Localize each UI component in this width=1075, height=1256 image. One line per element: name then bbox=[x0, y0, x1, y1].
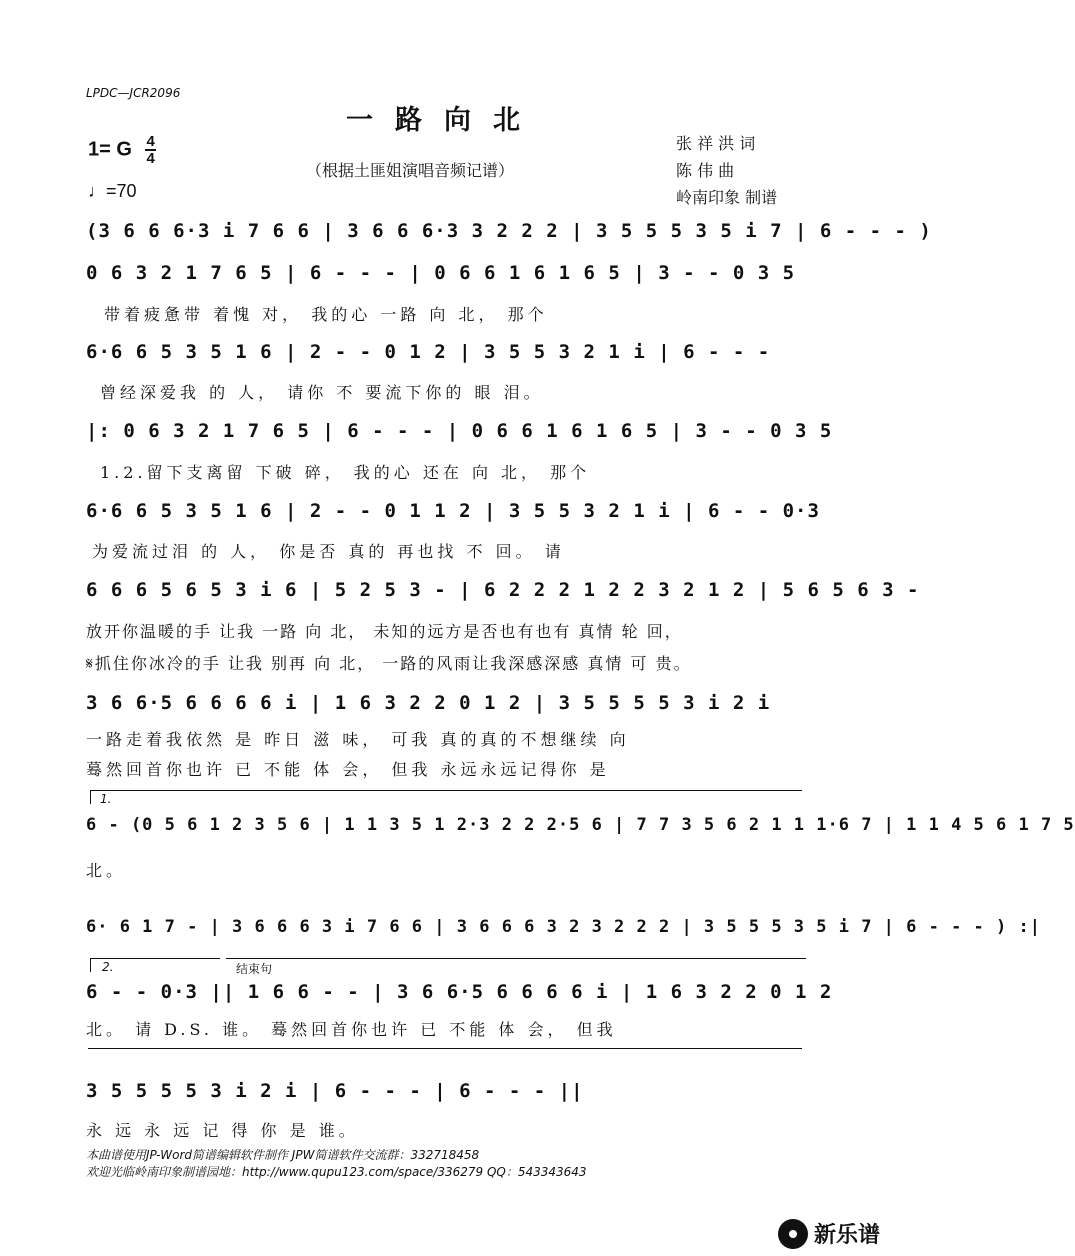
composer-credit: 陈 伟 曲 bbox=[676, 161, 735, 180]
song-title: 一路向北 bbox=[346, 105, 542, 136]
lyric-row-1: 带着疲惫带 着愧 对， 我的心 一路 向 北， 那个 bbox=[104, 305, 548, 324]
record-disc-icon bbox=[778, 1219, 808, 1249]
section-divider bbox=[88, 1048, 802, 1049]
score-row-10: 3 5 5 5 5 3 i 2 i | 6 - - - | 6 - - - || bbox=[86, 1080, 584, 1102]
volta-2-label: 2. bbox=[102, 960, 114, 974]
arranger-credit: 岭南印象 制谱 bbox=[676, 188, 778, 207]
score-row-6: 3 6 6·5 6 6 6 6 i | 1 6 3 2 2 0 1 2 | 3 5 5 5 5 3 i 2 i bbox=[86, 692, 771, 714]
volta-1-label: 1. bbox=[100, 792, 112, 806]
score-row-5: 6 6 6 5 6 5 3 i 6 | 5 2 5 3 - | 6 2 2 2 1 2 2 3 2 1 2 | 5 6 5 6 3 - bbox=[86, 579, 920, 601]
lyric-row-10: 永 远 永 远 记 得 你 是 谁。 bbox=[86, 1121, 359, 1140]
volta-bracket-1 bbox=[90, 790, 802, 791]
lyric-row-5a: 放开你温暖的手 让我 一路 向 北， 未知的远方是否也有也有 真情 轮 回， bbox=[86, 622, 683, 641]
lyric-row-5b: 𝄋抓住你冰冷的手 让我 别再 向 北， 一路的风雨让我深感深感 真情 可 贵。 bbox=[86, 654, 692, 673]
key-label: 1= G bbox=[88, 138, 132, 161]
logo-text: 新乐谱 bbox=[813, 1223, 880, 1248]
coda-label: 结束句 bbox=[236, 962, 273, 976]
lyric-row-6b: 蓦然回首你也许 已 不能 体 会， 但我 永远永远记得你 是 bbox=[86, 760, 610, 779]
time-signature bbox=[145, 134, 155, 166]
score-code: LPDC—JCR2096 bbox=[86, 86, 181, 100]
subtitle: （根据土匪姐演唱音频记谱） bbox=[306, 161, 515, 180]
score-row-3: |: 0 6 3 2 1 7 6 5 | 6 - - - | 0 6 6 1 6 1 6 5 | 3 - - 0 3 5 bbox=[86, 420, 833, 442]
credits bbox=[676, 130, 777, 211]
tempo-marking: ♩=70 bbox=[88, 181, 137, 201]
volta-bracket-1-edge bbox=[90, 790, 91, 804]
lyric-row-6a: 一路走着我依然 是 昨日 滋 味， 可我 真的真的不想继续 向 bbox=[86, 730, 630, 749]
score-row-8: 6· 6 1 7 - | 3 6 6 6 3 i 7 6 6 | 3 6 6 6 3 2 3 2 2 2 | 3 5 5 5 3 5 i 7 | 6 - - - ) :| bbox=[86, 917, 1041, 937]
site-logo bbox=[778, 1218, 880, 1249]
score-row-2: 6·6 6 5 3 5 1 6 | 2 - - 0 1 2 | 3 5 5 3 2 1 i | 6 - - - bbox=[86, 341, 771, 363]
footer-line-2: 欢迎光临岭南印象制谱园地：http://www.qupu123.com/space/336279 QQ：543343643 bbox=[86, 1165, 587, 1179]
score-row-intro: (3 6 6 6·3 i 7 6 6 | 3 6 6 6·3 3 2 2 2 | 3 5 5 5 3 5 i 7 | 6 - - - ) bbox=[86, 220, 932, 242]
key-signature bbox=[88, 134, 156, 166]
lyric-row-9: 北。 请 D.S. 谁。 蓦然回首你也许 已 不能 体 会， 但我 bbox=[86, 1020, 617, 1039]
time-numerator: 4 bbox=[146, 133, 155, 150]
lyric-row-4: 为爱流过泪 的 人， 你是否 真的 再也找 不 回。 请 bbox=[92, 542, 565, 561]
score-row-1: 0 6 3 2 1 7 6 5 | 6 - - - | 0 6 6 1 6 1 6 5 | 3 - - 0 3 5 bbox=[86, 262, 796, 284]
volta-bracket-2-edge bbox=[90, 958, 91, 972]
lyricist-credit: 张 祥 洪 词 bbox=[676, 134, 756, 153]
score-row-7: 6 - (0 5 6 1 2 3 5 6 | 1 1 3 5 1 2·3 2 2 2·5 6 | 7 7 3 5 6 2 1 1 1·6 7 | 1 1 4 5 6 1 7 5 bbox=[86, 815, 1075, 835]
volta-bracket-2 bbox=[90, 958, 220, 959]
lyric-row-2: 曾经深爱我 的 人， 请你 不 要流下你的 眼 泪。 bbox=[100, 383, 544, 402]
score-row-4: 6·6 6 5 3 5 1 6 | 2 - - 0 1 1 2 | 3 5 5 3 2 1 i | 6 - - 0·3 bbox=[86, 500, 820, 522]
lyric-row-7: 北。 bbox=[86, 861, 127, 880]
lyric-row-3: 1.2.留下支离留 下破 碎， 我的心 还在 向 北， 那个 bbox=[100, 463, 591, 482]
coda-bracket bbox=[226, 958, 806, 959]
score-row-9: 6 - - 0·3 || 1 6 6 - - | 3 6 6·5 6 6 6 6 i | 1 6 3 2 2 0 1 2 bbox=[86, 981, 833, 1003]
footer-line-1: 本曲谱使用JP-Word简谱编辑软件制作 JPW简谱软件交流群：332718458 bbox=[86, 1148, 480, 1162]
time-denominator: 4 bbox=[146, 150, 155, 167]
